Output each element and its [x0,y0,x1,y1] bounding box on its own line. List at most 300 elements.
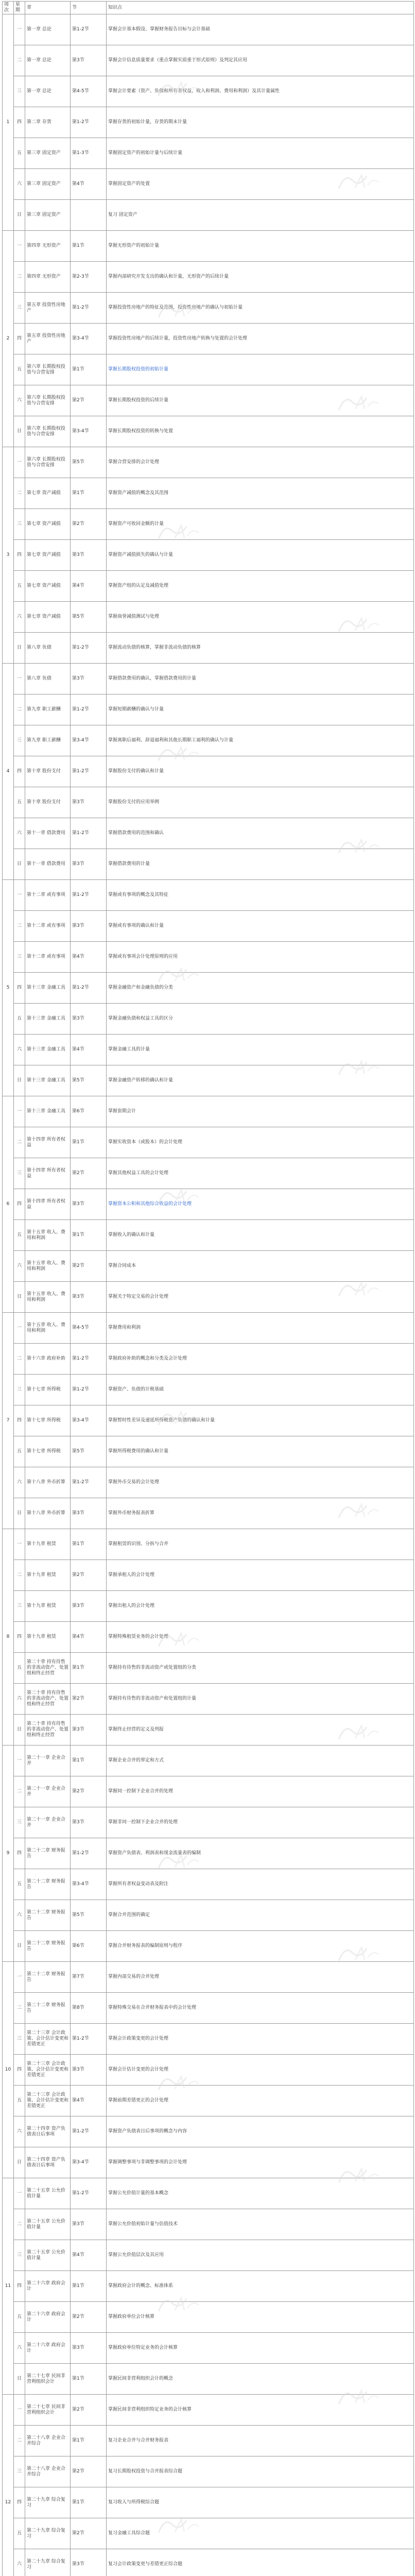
goal-cell: 掌握投资性房地产的特征及范围，投资性房地产的确认与初始计量 [107,293,414,324]
day-cell: 二 [14,45,25,76]
section-cell: 第2节 [71,2395,107,2426]
day-cell: 五 [14,138,25,169]
chapter-cell: 第二十七章 民间非营利组织会计 [25,2395,71,2426]
week-cell: 12 [3,2395,14,2576]
section-cell: 第1-2节 [71,694,107,725]
goal-cell: 掌握固定资产的初始计量与后续计量 [107,138,414,169]
week-cell: 6 [3,1096,14,1313]
day-cell: 三 [14,2024,25,2055]
day-cell: 六 [14,1035,25,1065]
table-row [3,1869,414,1900]
section-cell: 第3-4节 [71,1405,107,1436]
goal-cell: 掌握费用和利润 [107,1313,414,1344]
goal-cell: 掌握长期股权投资的后续计量 [107,385,414,416]
section-cell: 第1节 [71,354,107,385]
section-cell: 第1节 [71,1127,107,1158]
table-header-row [3,2,414,14]
day-cell: 四 [14,1189,25,1220]
goal-cell: 掌握或有事项会计处理原则的应用 [107,942,414,973]
chapter-cell: 第二十五章 公允价值计量 [25,2178,71,2209]
day-cell: 日 [14,849,25,880]
goal-cell: 掌握内部研究开发支出的确认和计量，无形资产的后续计量 [107,262,414,293]
day-cell: 二 [14,1993,25,2024]
chapter-cell: 第二十九章 综合复习 [25,2518,71,2549]
chapter-cell: 第十四章 所有者权益 [25,1189,71,1220]
day-cell: 四 [14,1405,25,1436]
goal-cell: 掌握资产减值损失的确认与计量 [107,540,414,571]
section-cell: 第2节 [71,1158,107,1189]
goal-cell: 掌握承租人的会计处理 [107,1560,414,1591]
day-cell: 三 [14,293,25,324]
chapter-cell: 第九章 职工薪酬 [25,694,71,725]
watermark-logo-icon [154,77,202,100]
table-row [3,787,414,818]
day-cell: 日 [14,1931,25,1962]
section-cell: 第2节 [71,2302,107,2333]
day-cell: 六 [14,1467,25,1498]
day-cell: 一 [14,1313,25,1344]
section-cell: 第1-2节 [71,756,107,787]
week-cell: 9 [3,1745,14,1962]
chapter-cell: 第十三章 金融工具 [25,1035,71,1065]
table-row [3,1220,414,1251]
goal-cell: 掌握会计基本假设、掌握财务报告目标与会计基础 [107,14,414,45]
goal-cell: 掌握同一控制下企业合并的处理 [107,1776,414,1807]
goal-cell: 掌握股份支付的应用举例 [107,787,414,818]
chapter-cell: 第十一章 借款费用 [25,849,71,880]
week-cell: 10 [3,1962,14,2178]
chapter-cell: 第十二章 或有事项 [25,880,71,911]
section-cell: 第3-4节 [71,1869,107,1900]
goal-cell: 掌握所得税费用的确认和计量 [107,1436,414,1467]
goal-cell: 掌握金融负债和权益工具的区分 [107,1004,414,1035]
chapter-cell: 第二十四章 资产负债表日后事项 [25,2147,71,2178]
chapter-cell: 第八章 负债 [25,633,71,664]
goal-cell: 掌握公允价值层次及其应用 [107,2240,414,2271]
goal-cell: 掌握或有事项的确认和计量 [107,911,414,942]
section-cell: 第3节 [71,1189,107,1220]
table-row [3,1096,414,1127]
goal-cell: 掌握股份支付的确认和计量 [107,756,414,787]
goal-cell: 掌握暂时性差异及递延所得税资产负债的确认和计量 [107,1405,414,1436]
header-section: 节 [71,2,107,14]
day-cell: 一 [14,1745,25,1776]
day-cell: 二 [14,2209,25,2240]
section-cell: 第4节 [71,2086,107,2116]
chapter-cell: 第十四章 所有者权益 [25,1158,71,1189]
table-row [3,324,414,354]
section-cell: 第3节 [71,1715,107,1745]
table-row [3,1375,414,1405]
goal-cell: 掌握合并范围的确定 [107,1900,414,1931]
section-cell: 第1节 [71,2426,107,2456]
section-cell: 第2节 [71,1560,107,1591]
goal-cell: 掌握民间非营利组织会计的概念 [107,2364,414,2395]
goal-cell: 掌握政府会计的概念、标准体系 [107,2271,414,2302]
day-cell: 四 [14,1622,25,1653]
section-cell: 第3节 [71,664,107,694]
watermark-logo-icon [154,742,202,765]
chapter-cell: 第十二章 或有事项 [25,942,71,973]
section-cell: 第2节 [71,2518,107,2549]
section-cell: 第1-2节 [71,2116,107,2147]
watermark-logo-icon [335,2164,382,2187]
goal-cell: 掌握调整事项与非调整事项的会计处理 [107,2147,414,2178]
table-row [3,1529,414,1560]
goal-cell: 掌握民间非营利组织特定业务的会计核算 [107,2395,414,2426]
section-cell: 第4-5节 [71,1313,107,1344]
table-row [3,1622,414,1653]
day-cell: 一 [14,447,25,478]
table-row [3,293,414,324]
section-cell: 第3节 [71,2055,107,2086]
table-row [3,1993,414,2024]
section-cell: 第3节 [71,2333,107,2364]
table-row [3,2518,414,2549]
day-cell: 日 [14,416,25,447]
section-cell: 第1节 [71,2271,107,2302]
goal-cell: 掌握合同成本 [107,1251,414,1282]
section-cell: 第3-4节 [71,324,107,354]
day-cell: 二 [14,1127,25,1158]
day-cell: 日 [14,2364,25,2395]
day-cell: 五 [14,354,25,385]
section-cell: 第3节 [71,45,107,76]
day-cell: 五 [14,787,25,818]
section-cell: 第5节 [71,1065,107,1096]
day-cell: 五 [14,1869,25,1900]
section-cell: 第2节 [71,385,107,416]
day-cell: 三 [14,1807,25,1838]
goal-cell: 掌握商誉减值测试与处理 [107,602,414,633]
chapter-cell: 第十九章 租赁 [25,1591,71,1622]
table-row [3,1344,414,1375]
watermark-logo-icon [154,2071,202,2094]
table-row [3,76,414,107]
section-cell: 第4节 [71,1035,107,1065]
section-cell: 第4-5节 [71,76,107,107]
watermark-logo-icon [154,1406,202,1429]
table-row [3,2549,414,2576]
header-day: 星期 [14,2,25,14]
table-row [3,1127,414,1158]
goal-cell: 掌握资产可收回金额的计量 [107,509,414,540]
section-cell: 第1-3节 [71,138,107,169]
watermark-logo-icon [335,392,382,414]
goal-cell: 掌握资产、负债的计税基础 [107,1375,414,1405]
goal-cell: 掌握借款费用的范围和确认 [107,818,414,849]
chapter-cell: 第六章 长期股权投资与合营安排 [25,385,71,416]
day-cell: 五 [14,1004,25,1035]
goal-cell: 掌握或有事项的概念及其特征 [107,880,414,911]
goal-cell: 掌握企业合并的界定和方式 [107,1745,414,1776]
section-cell: 第3节 [71,787,107,818]
chapter-cell: 第二十一章 企业合并 [25,1807,71,1838]
day-cell: 三 [14,2240,25,2271]
chapter-cell: 第十章 股份支付 [25,787,71,818]
table-row [3,2024,414,2055]
goal-cell: 掌握外币财务报表折算 [107,1498,414,1529]
table-row [3,1900,414,1931]
section-cell: 第3-4节 [71,416,107,447]
day-cell: 一 [14,2178,25,2209]
day-cell: 六 [14,602,25,633]
table-row [3,633,414,664]
goal-cell: 掌握金融资产转移的确认和计量 [107,1065,414,1096]
watermark-logo-icon [154,1628,202,1651]
table-row [3,200,414,231]
goal-cell: 复习收入与所得税综合题 [107,2487,414,2518]
chapter-cell: 第十八章 外币折算 [25,1498,71,1529]
goal-cell: 掌握会计要素（资产、负债和所有者权益，收入和利润、费用和利润）及其计量属性 [107,76,414,107]
chapter-cell: 第十一章 借款费用 [25,818,71,849]
section-cell: 第2节 [71,2456,107,2487]
day-cell: 四 [14,2487,25,2518]
header-chapter: 章 [25,2,71,14]
table-row [3,2086,414,2116]
table-row [3,138,414,169]
goal-cell: 掌握出租人的会计处理 [107,1591,414,1622]
chapter-cell: 第十五章 收入、费用和利润 [25,1282,71,1313]
goal-cell: 掌握租赁的识别、分拆与合并 [107,1529,414,1560]
table-row [3,1684,414,1715]
day-cell: 五 [14,1220,25,1251]
chapter-cell: 第十九章 租赁 [25,1560,71,1591]
day-cell: 日 [14,2147,25,2178]
day-cell: 六 [14,169,25,200]
table-row [3,2302,414,2333]
section-cell: 第1-2节 [71,1344,107,1375]
table-row [3,571,414,602]
section-cell: 第3节 [71,2209,107,2240]
watermark-logo-icon [154,1850,202,1872]
table-row [3,1467,414,1498]
chapter-cell: 第二十章 持有待售的非流动资产、处置组和终止经营 [25,1715,71,1745]
goal-cell: 掌握长期股权投资的转换与处置 [107,416,414,447]
section-cell: 第1-2节 [71,1467,107,1498]
day-cell: 一 [14,880,25,911]
chapter-cell: 第十三章 金融工具 [25,973,71,1004]
goal-cell: 掌握资产组的认定及减值处理 [107,571,414,602]
chapter-cell: 第三章 固定资产 [25,169,71,200]
section-cell: 第8节 [71,1993,107,2024]
table-row [3,1962,414,1993]
goal-cell: 掌握前期差错更正的会计处理 [107,2086,414,2116]
goal-cell: 掌握内部交易的合并处理 [107,1962,414,1993]
section-cell: 第3节 [71,1591,107,1622]
watermark-logo-icon [154,520,202,543]
day-cell: 一 [14,1529,25,1560]
day-cell: 三 [14,76,25,107]
section-cell: 第1-2节 [71,1838,107,1869]
table-row [3,262,414,293]
day-cell: 一 [14,231,25,262]
section-cell: 第1-2节 [71,14,107,45]
day-cell: 二 [14,1776,25,1807]
goal-cell: 掌握投资性房地产的后续计量，投资性房地产转换与处置的会计处理 [107,324,414,354]
goal-cell: 掌握资产负债表、利润表和现金流量表的编制 [107,1838,414,1869]
chapter-cell: 第三章 固定资产 [25,200,71,231]
day-cell: 一 [14,664,25,694]
section-cell: 第3节 [71,849,107,880]
table-row [3,1807,414,1838]
watermark-logo-icon [335,1056,382,1079]
table-row [3,2487,414,2518]
table-row [3,2333,414,2364]
table-row [3,1251,414,1282]
goal-cell: 掌握公允价值初始计量与估值技术 [107,2209,414,2240]
goal-cell: 掌握金融资产和金融负债的分类 [107,973,414,1004]
chapter-cell: 第二十二章 财务报告 [25,1838,71,1869]
table-row [3,447,414,478]
table-row [3,2116,414,2147]
table-row [3,14,414,45]
day-cell: 四 [14,1838,25,1869]
chapter-cell: 第二十九章 综合复习 [25,2487,71,2518]
goal-cell: 掌握政府单位会计核算 [107,2302,414,2333]
week-cell: 1 [3,14,14,231]
chapter-cell: 第二十三章 会计政策、会计估计变更和差错更正 [25,2024,71,2055]
chapter-cell: 第一章 总论 [25,45,71,76]
watermark-logo-icon [335,2385,382,2408]
watermark-logo-icon [335,613,382,636]
section-cell: 第3节 [71,911,107,942]
section-cell: 第4节 [71,571,107,602]
watermark-logo-icon [154,2293,202,2315]
header-week: 周次 [3,2,14,14]
day-cell: 二 [14,911,25,942]
chapter-cell: 第十章 股份支付 [25,756,71,787]
goal-cell: 掌握持有待售的非流动资产或处置组的分类 [107,1653,414,1684]
goal-cell: 掌握其他权益工具的会计处理 [107,1158,414,1189]
day-cell: 五 [14,571,25,602]
chapter-cell: 第二十章 持有待售的非流动资产、处置组和终止经营 [25,1684,71,1715]
table-row [3,664,414,694]
day-cell: 三 [14,942,25,973]
goal-cell: 掌握会计政策变更的会计处理 [107,2024,414,2055]
chapter-cell: 第二十三章 会计政策、会计估计变更和差错更正 [25,2086,71,2116]
chapter-cell: 第十三章 金融工具 [25,1065,71,1096]
day-cell: 日 [14,1282,25,1313]
goal-cell: 掌握固定资产的处置 [107,169,414,200]
section-cell: 第1节 [71,1745,107,1776]
chapter-cell: 第二十五章 公允价值计量 [25,2240,71,2271]
chapter-cell: 第一章 总论 [25,76,71,107]
watermark-logo-icon [154,963,202,986]
chapter-cell: 第二十九章 综合复习 [25,2549,71,2576]
section-cell: 第4节 [71,1622,107,1653]
chapter-cell: 第二十二章 财务报告 [25,1900,71,1931]
day-cell: 六 [14,818,25,849]
goal-cell: 掌握存货的初始计量，存货的期末计量 [107,107,414,138]
chapter-cell: 第十九章 租赁 [25,1622,71,1653]
goal-cell: 掌握借款费用的计量 [107,849,414,880]
week-cell: 2 [3,231,14,447]
day-cell: 一 [14,1096,25,1127]
goal-cell: 掌握会计信息质量要求（重点掌握实质重于形式原则）及判定其应用 [107,45,414,76]
chapter-cell: 第二十章 持有待售的非流动资产、处置组和终止经营 [25,1653,71,1684]
day-cell: 四 [14,756,25,787]
goal-cell: 掌握实收资本（或股本）的会计处理 [107,1127,414,1158]
chapter-cell: 第二十一章 企业合并 [25,1745,71,1776]
chapter-cell: 第二十八章 企业合并综合 [25,2426,71,2456]
section-cell: 第6节 [71,1931,107,1962]
chapter-cell: 第六章 长期股权投资与合营安排 [25,354,71,385]
section-cell: 第1-2节 [71,2024,107,2055]
goal-cell: 掌握资产减值的概念及其范围 [107,478,414,509]
table-row [3,2209,414,2240]
chapter-cell: 第二十七章 民间非营利组织会计 [25,2364,71,2395]
table-row [3,354,414,385]
day-cell: 日 [14,1498,25,1529]
section-cell: 第3节 [71,1807,107,1838]
goal-cell: 掌握流动负债的核算，掌握非流动负债的核算 [107,633,414,664]
goal-cell: 掌握收入的确认和计量 [107,1220,414,1251]
goal-cell: 掌握终止经营的定义及列报 [107,1715,414,1745]
goal-cell: 复习长期股权投资与合并报表综合题 [107,2456,414,2487]
table-row [3,1405,414,1436]
table-row [3,540,414,571]
goal-cell: 掌握资本公积和其他综合收益的会计处理 [107,1189,414,1220]
day-cell: 二 [14,262,25,293]
day-cell: 二 [14,2426,25,2456]
day-cell: 三 [14,725,25,756]
chapter-cell: 第十三章 金融工具 [25,1096,71,1127]
section-cell: 第1节 [71,2487,107,2518]
section-cell: 第1-2节 [71,107,107,138]
section-cell: 第7节 [71,1962,107,1993]
chapter-cell: 第二十六章 政府会计 [25,2271,71,2302]
watermark-logo-icon [154,299,202,321]
day-cell: 一 [14,2395,25,2426]
day-cell: 四 [14,2271,25,2302]
chapter-cell: 第十七章 所得税 [25,1436,71,1467]
day-cell: 一 [14,1962,25,1993]
section-cell: 第1-2节 [71,2178,107,2209]
table-row [3,942,414,973]
goal-cell: 复习金融工具综合题 [107,2518,414,2549]
chapter-cell: 第六章 长期股权投资与合营安排 [25,416,71,447]
table-row [3,2456,414,2487]
section-cell: 第2节 [71,1684,107,1715]
chapter-cell: 第九章 职工薪酬 [25,725,71,756]
goal-cell: 掌握政府补助的概念和分类及会计处理 [107,1344,414,1375]
chapter-cell: 第十五章 收入、费用和利润 [25,1251,71,1282]
table-row [3,1560,414,1591]
day-cell: 六 [14,1900,25,1931]
chapter-cell: 第十八章 外币折算 [25,1467,71,1498]
goal-cell: 掌握持有待售的非流动资产和处置组的计量 [107,1684,414,1715]
section-cell: 第1节 [71,1220,107,1251]
section-cell: 第1-2节 [71,633,107,664]
chapter-cell: 第十五章 收入、费用和利润 [25,1220,71,1251]
chapter-cell: 第十五章 收入、费用和利润 [25,1313,71,1344]
table-row [3,2240,414,2271]
section-cell: 第1-2节 [71,1375,107,1405]
day-cell: 四 [14,973,25,1004]
table-row [3,973,414,1004]
day-cell: 三 [14,1591,25,1622]
chapter-cell: 第二十三章 会计政策、会计估计变更和差错更正 [25,2055,71,2086]
table-row [3,509,414,540]
section-cell: 第5节 [71,1900,107,1931]
chapter-cell: 第十七章 所得税 [25,1375,71,1405]
day-cell: 二 [14,694,25,725]
week-cell: 4 [3,664,14,880]
section-cell: 第1节 [71,478,107,509]
day-cell: 日 [14,200,25,231]
watermark-logo-icon [335,1942,382,1965]
